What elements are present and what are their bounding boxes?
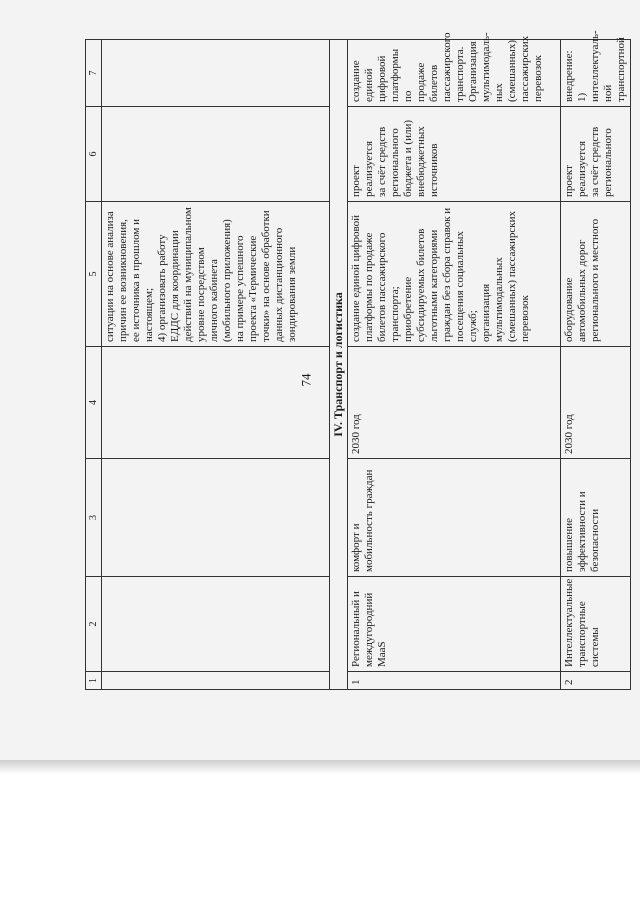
project-measures: оборудование автомобильных дорог регионального и местного (563, 218, 601, 342)
project-measures: создание единой цифровой платформы по продаже билетов пассажирского транспорта; приобретение субсидируемых билетов льготными категориями граждан без сбора справок и посещения социальных служб; организация мультимодальных (смешанных) пассажирских перевозок (350, 207, 531, 342)
project-funding: проект реализуется за счёт средств регионального бюджета и (или) внебюджетных источников (350, 120, 440, 197)
project-year: 2030 год (348, 347, 561, 459)
table-row (348, 40, 561, 690)
header-row (86, 40, 102, 690)
project-effect: создание единой цифровой платформы по продаже билетов пассажирского транспорта. Организация мультимодаль- ных (смешанных) пассажирских перевозок (350, 32, 544, 102)
table-row (561, 40, 631, 690)
col-header-5: 5 (86, 202, 102, 347)
col-header-2: 2 (86, 577, 102, 672)
row-number: 1 (348, 672, 561, 690)
continued-row (102, 40, 330, 690)
col-header-6: 6 (86, 107, 102, 202)
project-name: Интеллектуальные транспортные системы (563, 578, 601, 667)
project-funding: проект реализуется за счёт средств регионального (563, 126, 614, 197)
continued-measures-text: ситуации на основе анализа причин ее возникновения, ее источника в прошлом и настоящем; 4) организовать работу ЕДДС для координации действий на муниципальном уровне посредством личного кабинета (мобильного приложения) на примере успешного проекта «Термические точки» на основе обработки данных дистанционного зондирования земли (104, 207, 298, 342)
section-row (330, 40, 348, 690)
col-header-1: 1 (86, 672, 102, 690)
rotated-table-wrapper (85, 30, 627, 690)
project-year: 2030 год (561, 347, 631, 459)
project-goal: комфорт и мобильность граждан (350, 469, 375, 572)
col-header-4: 4 (86, 347, 102, 459)
section-title: IV. Транспорт и логистика (330, 40, 348, 690)
page-number: 74 (298, 373, 314, 387)
project-goal: повышение эффективности и безопасности (563, 491, 601, 572)
page-edge-shadow (0, 760, 640, 774)
measures-table (85, 30, 631, 690)
col-header-3: 3 (86, 459, 102, 577)
col-header-7: 7 (86, 40, 102, 107)
project-effect: внедрение: 1) интеллектуаль- ной транспортной (563, 30, 627, 102)
project-name: Региональный и междугородний MaaS (350, 591, 388, 667)
row-number: 2 (561, 672, 631, 690)
